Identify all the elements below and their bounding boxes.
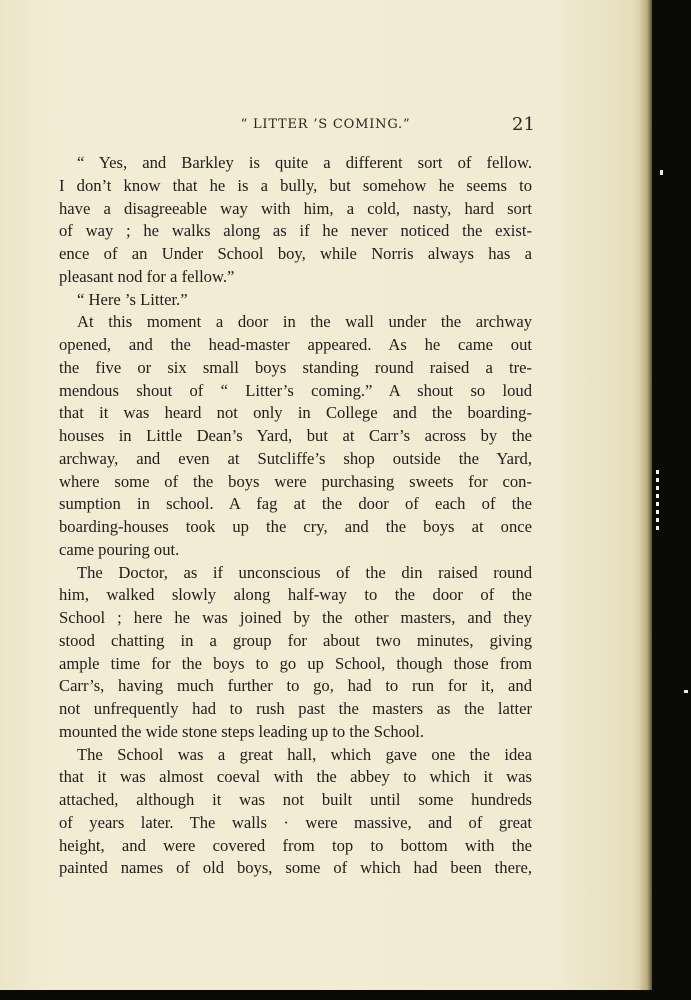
- speck: [660, 170, 663, 175]
- text-line: not unfrequently had to rush past the masters as the latter: [59, 699, 532, 718]
- text-line: came pouring out.: [59, 539, 180, 559]
- text-line: have a disagreeable way with him, a cold, nasty, hard sort: [59, 198, 532, 218]
- text-line: the five or six small boys standing round raised a tre-: [59, 357, 532, 377]
- text-line: sumption in school. A fag at the door of each of the: [59, 494, 532, 514]
- text-line: attached, although it was not built until some hundreds: [59, 790, 532, 809]
- text-line: of way ; he walks along as if he never noticed the exist-: [59, 221, 532, 241]
- text-line: houses in Little Dean’s Yard, but at Carr’s across by the: [59, 426, 532, 445]
- running-title: “ LITTER ’S COMING.”: [240, 117, 411, 132]
- text-line: that it was heard not only in College and the boarding-: [59, 403, 532, 423]
- text-line: The School was a great hall, which gave one the idea: [77, 744, 532, 764]
- text-line: height, and were covered from top to bottom with the: [59, 835, 532, 855]
- text-line: boarding-houses took up the cry, and the boys at once: [59, 517, 532, 536]
- text-line: Carr’s, having much further to go, had to run for it, and: [59, 676, 532, 696]
- text-line: School ; here he was joined by the other masters, and they: [59, 608, 532, 627]
- text-line: mendous shout of “ Litter’s coming.” A shout so loud: [59, 380, 532, 400]
- binding-marks: [656, 470, 659, 532]
- text-line: that it was almost coeval with the abbey to which it was: [59, 767, 532, 787]
- speck: [684, 690, 688, 693]
- text-line: ence of an Under School boy, while Norris always has a: [59, 244, 532, 263]
- text-line: where some of the boys were purchasing sweets for con-: [59, 471, 532, 491]
- text-line: mounted the wide stone steps leading up to the School.: [59, 721, 425, 741]
- text-line: The Doctor, as if unconscious of the din raised round: [77, 562, 532, 582]
- text-line: archway, and even at Sutcliffe’s shop outside the Yard,: [59, 448, 532, 468]
- page-edge: [640, 0, 652, 990]
- text-line: of years later. The walls · were massive, and of great: [59, 812, 532, 832]
- text-line: him, walked slowly along half-way to the door of the: [59, 585, 532, 605]
- text-line: At this moment a door in the wall under the archway: [77, 312, 532, 332]
- text-line: “ Here ’s Litter.”: [77, 289, 188, 309]
- text-line: opened, and the head-master appeared. As he came out: [59, 335, 532, 354]
- text-line: ample time for the boys to go up School, though those from: [59, 653, 532, 673]
- page-header: [0, 114, 651, 138]
- text-line: “ Yes, and Barkley is quite a different sort of fellow.: [77, 153, 532, 172]
- text-line: stood chatting in a group for about two minutes, giving: [59, 630, 532, 650]
- body-text: [59, 152, 532, 880]
- page-number: 21: [512, 114, 535, 135]
- text-line: pleasant nod for a fellow.”: [59, 266, 235, 286]
- text-line: I don’t know that he is a bully, but somehow he seems to: [59, 175, 532, 195]
- text-line: painted names of old boys, some of which had been there,: [59, 858, 532, 878]
